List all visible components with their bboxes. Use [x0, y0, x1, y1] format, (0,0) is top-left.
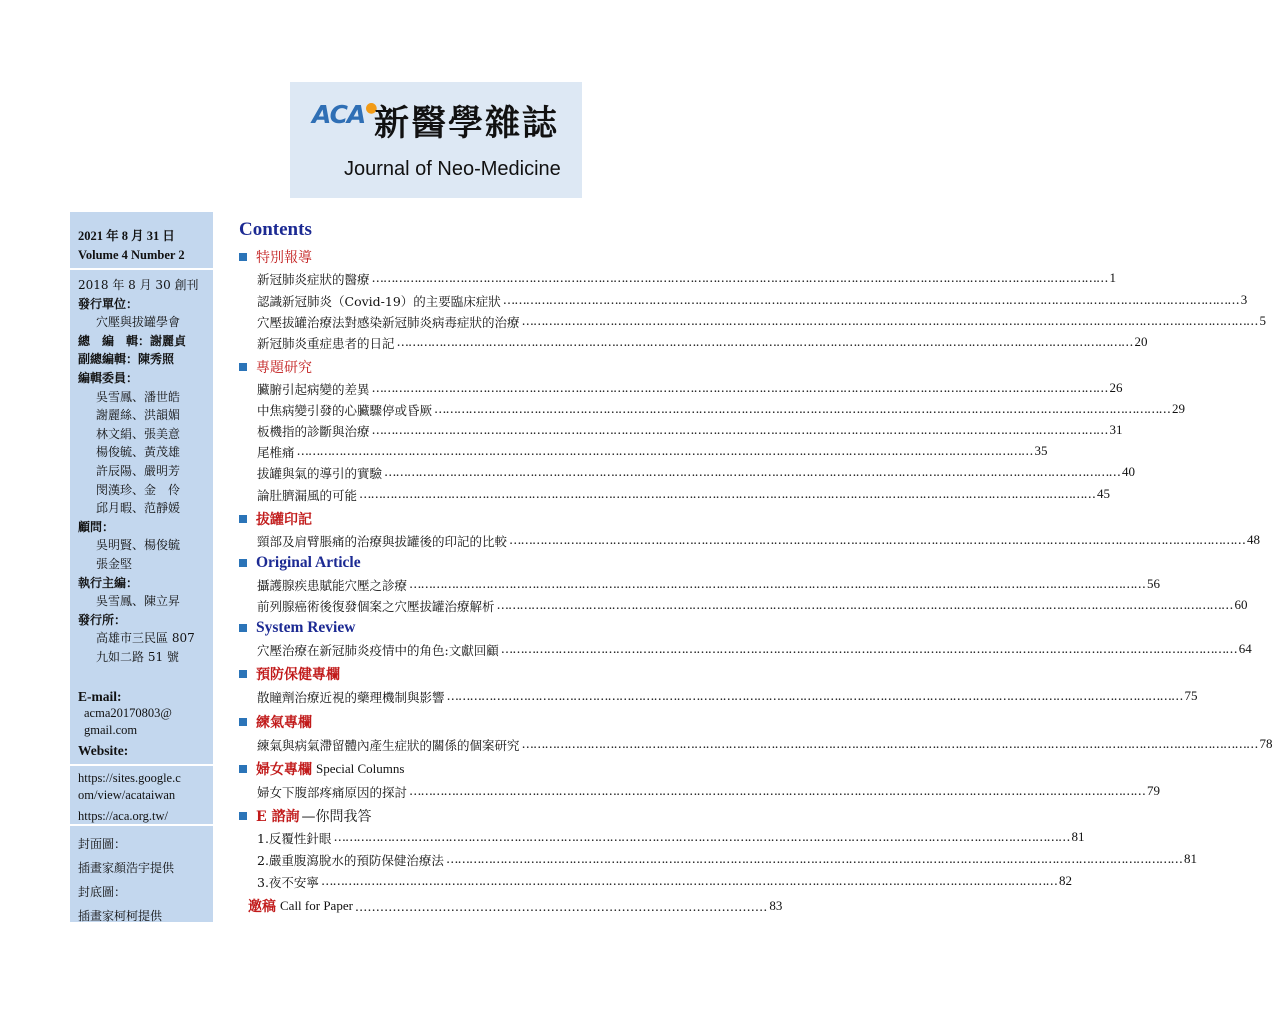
section-special-report: 特別報導 [239, 247, 312, 267]
email-label: E-mail: [78, 689, 122, 704]
committee-member: 楊俊毓、黃茂雄 [96, 445, 181, 460]
back-label: 封底圖： [78, 885, 127, 899]
leader-dots: ……………………………………………………………………………………… [354, 898, 768, 914]
committee-member: 林文絹、張美意 [96, 426, 181, 441]
website-link[interactable]: https://aca.org.tw/ [78, 809, 169, 823]
toc-entry[interactable]: 新冠肺炎症狀的醫療 ………………………………………………………………………………………………………………………………………………………………………… 1 [257, 270, 657, 288]
toc-entry[interactable]: 中焦病變引發的心臟驟停或昏厥 ………………………………………………………………………………………………………………………………………………………………………… 29 [257, 401, 657, 419]
contact-info [78, 688, 172, 759]
deputy-editor: 副總編輯：陳秀照 [78, 352, 175, 367]
toc-entry[interactable]: 論肚臍漏風的可能 ………………………………………………………………………………………………………………………………………………………………………… 45 [257, 486, 657, 504]
toc-entry[interactable]: 前列腺癌術後復發個案之穴壓拔罐治療解析 ………………………………………………………………………………………………………………………………………………………………………… 60 [257, 597, 657, 615]
divider [70, 824, 213, 826]
back-credit: 插畫家柯柯提供 [78, 909, 163, 923]
cover-credit: 插畫家顏浩宇提供 [78, 861, 175, 875]
bullet-square-icon [239, 253, 247, 261]
advisor: 張金堅 [96, 556, 133, 571]
bullet-square-icon [239, 718, 247, 726]
advisor-label: 顧問： [78, 519, 115, 534]
toc-entry[interactable]: 穴壓治療在新冠肺炎疫情中的角色:文獻回顧 ………………………………………………………………………………………………………………………………………………………………………… 64 [257, 641, 657, 659]
exec-editor-label: 執行主編： [78, 575, 139, 590]
divider [70, 764, 213, 766]
toc-entry[interactable]: 拔罐與氣的導引的實驗 ………………………………………………………………………………………………………………………………………………………………………… 40 [257, 464, 657, 482]
email-link[interactable]: gmail.com [84, 723, 138, 737]
section-e-consult: E 諮詢 —你問我答 [239, 806, 372, 826]
bullet-square-icon [239, 559, 247, 567]
section-system-review: System Review [239, 619, 355, 637]
divider [70, 268, 213, 270]
section-women-column: 婦女專欄 Special Columns [239, 759, 404, 779]
bullet-square-icon [239, 812, 247, 820]
website-links [78, 770, 181, 825]
journal-title-zh: 新醫學雜誌 [374, 103, 560, 144]
journal-title-en: Journal of Neo-Medicine [344, 158, 561, 180]
committee-member: 謝麗絲、洪韻媚 [96, 408, 181, 423]
section-cupping-marks: 拔罐印記 [239, 509, 312, 529]
advisor: 吳明賢、楊俊毓 [96, 538, 181, 553]
committee-member: 許辰陽、嚴明芳 [96, 463, 181, 478]
bullet-square-icon [239, 624, 247, 632]
section-qi-practice: 練氣專欄 [239, 712, 312, 732]
publisher-label: 發行單位： [78, 296, 139, 311]
toc-entry[interactable]: 臟腑引起病變的差異 ………………………………………………………………………………………………………………………………………………………………………… 26 [257, 380, 657, 398]
bullet-square-icon [239, 515, 247, 523]
aca-logo: ACA● [312, 100, 377, 129]
website-link[interactable]: https://sites.google.c [78, 771, 181, 785]
website-label: Website: [78, 743, 129, 758]
section-call-for-paper[interactable]: 邀稿 Call for Paper ……………………………………………………………………………………… 83 [248, 898, 783, 915]
toc-entry[interactable]: 練氣與病氣滯留體內產生症狀的關係的個案研究 ………………………………………………………………………………………………………………………………………………………………………… 78 [257, 736, 657, 754]
masthead-info [78, 276, 199, 666]
office-label: 發行所： [78, 612, 127, 627]
committee-label: 編輯委員： [78, 370, 139, 385]
exec-editor: 吳雪鳳、陳立昇 [96, 594, 181, 609]
founded-date: 2018 年 8 月 30 創刊 [78, 278, 199, 292]
toc-entry[interactable]: 婦女下腹部疼痛原因的探討 ………………………………………………………………………………………………………………………………………………………………………… 79 [257, 783, 657, 801]
cover-label: 封面圖： [78, 837, 127, 851]
toc-entry[interactable]: 認識新冠肺炎（Covid-19）的主要臨床症狀 ………………………………………………………………………………………………………………………………………………………………………… 3 [257, 292, 657, 310]
issue-volume: Volume 4 Number 2 [78, 248, 185, 262]
bullet-square-icon [239, 765, 247, 773]
office-address: 九如二路 51 號 [96, 649, 179, 664]
committee-member: 邱月暇、范靜媛 [96, 501, 181, 516]
toc-entry[interactable]: 散瞳劑治療近視的藥理機制與影響 ………………………………………………………………………………………………………………………………………………………………………… 75 [257, 688, 657, 706]
committee-member: 吳雪鳳、潘世皓 [96, 389, 181, 404]
masthead-sidebar [70, 212, 213, 922]
section-special-research: 專題研究 [239, 357, 312, 377]
bullet-square-icon [239, 670, 247, 678]
issue-date: 2021 年 8 月 31 日 [78, 229, 175, 243]
toc-entry[interactable]: 板機指的診斷與治療 ………………………………………………………………………………………………………………………………………………………………………… 31 [257, 422, 657, 440]
toc-entry[interactable]: 穴壓拔罐治療法對感染新冠肺炎病毒症狀的治療 ………………………………………………………………………………………………………………………………………………………………………… 5 [257, 313, 657, 331]
toc-entry[interactable]: 1.反覆性針眼 ………………………………………………………………………………………………………………………………………………………………………… 81 [257, 829, 657, 847]
toc-entry[interactable]: 2.嚴重腹瀉脫水的預防保健治療法 ………………………………………………………………………………………………………………………………………………………………………… 81 [257, 851, 657, 869]
website-link[interactable]: om/view/acataiwan [78, 788, 176, 802]
bullet-square-icon [239, 363, 247, 371]
image-credits [78, 832, 174, 928]
section-preventive-care: 預防保健專欄 [239, 664, 340, 684]
toc-entry[interactable]: 3.夜不安寧 ………………………………………………………………………………………………………………………………………………………………………… 82 [257, 873, 657, 891]
contents-heading: Contents [239, 219, 312, 240]
toc-entry[interactable]: 攝護腺疾患賦能穴壓之診療 ………………………………………………………………………………………………………………………………………………………………………… 56 [257, 576, 657, 594]
toc-entry[interactable]: 頸部及肩臂脹痛的治療與拔罐後的印記的比較 ………………………………………………………………………………………………………………………………………………………………………… 48 [257, 532, 657, 550]
office-address: 高雄市三民區 807 [96, 631, 195, 646]
committee-member: 閔漢珍、金 伶 [96, 482, 181, 497]
chief-editor: 總 編 輯：謝麗貞 [78, 333, 187, 348]
email-link[interactable]: acma20170803@ [84, 706, 172, 720]
toc-entry[interactable]: 尾椎痛 ………………………………………………………………………………………………………………………………………………………………………… 35 [257, 443, 657, 461]
publisher: 穴壓與拔罐學會 [96, 315, 181, 330]
section-original-article: Original Article [239, 554, 361, 572]
journal-logo [290, 82, 582, 198]
toc-entry[interactable]: 新冠肺炎重症患者的日記 ………………………………………………………………………………………………………………………………………………………………………… 20 [257, 334, 657, 352]
